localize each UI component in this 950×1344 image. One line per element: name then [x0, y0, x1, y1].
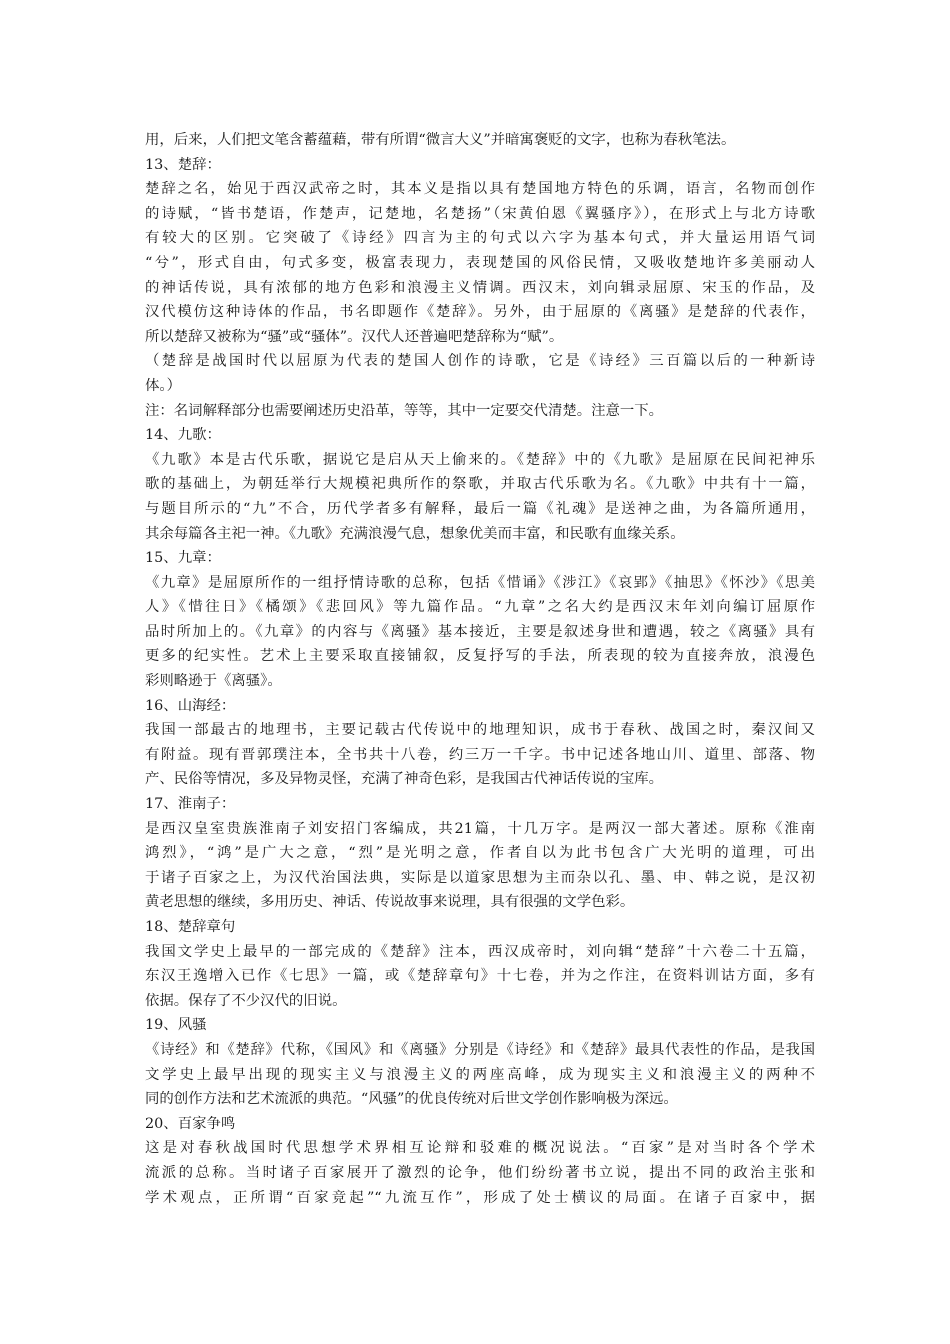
- text-line: 所以楚辞又被称为“骚”或“骚体”。汉代人还普遍吧楚辞称为“赋”。: [145, 328, 564, 345]
- text-line: “兮”，形式自由，句式多变，极富表现力，表现楚国的风俗民情，又吸收楚地许多美丽动人: [145, 254, 815, 271]
- text-line: 有附益。现有晋郭璞注本，全书共十八卷，约三万一千字。书中记述各地山川、道里、部落、物: [145, 746, 815, 763]
- text-line: 依据。保存了不少汉代的旧说。: [145, 992, 347, 1009]
- text-line: 与题目所示的“九”不合，历代学者多有解释，最后一篇《礼魂》是送神之曲，为各篇所通用，: [145, 500, 815, 517]
- text-line: 歌的基础上，为朝廷举行大规模祀典所作的祭歌，并取古代乐歌为名。《九歌》中共有十一篇，: [145, 476, 815, 493]
- text-line: 其余每篇各主祀一神。《九歌》充满浪漫气息，想象优美而丰富，和民歌有血缘关系。: [145, 525, 685, 542]
- text-line: 东汉王逸增入已作《七思》一篇，或《楚辞章句》十七卷，并为之作注，在资料训诂方面，多有: [145, 968, 815, 985]
- text-line: 黄老思想的继续，多用历史、神话、传说故事来说理，具有很强的文学色彩。: [145, 894, 635, 911]
- text-line: 我国文学史上最早的一部完成的《楚辞》注本，西汉成帝时，刘向辑“楚辞”十六卷二十五篇，: [145, 943, 815, 960]
- text-line: 文学史上最早出现的现实主义与浪漫主义的两座高峰，成为现实主义和浪漫主义的两种不: [145, 1066, 815, 1083]
- text-line: 用，后来，人们把文笔含蓄蕴藉，带有所谓“微言大义”并暗寓褒贬的文字，也称为春秋笔法。: [145, 132, 736, 148]
- text-line: 楚辞之名，始见于西汉武帝之时，其本义是指以具有楚国地方特色的乐调，语言，名物而创作: [145, 181, 815, 198]
- text-line: 人》《惜往日》《橘颂》《悲回风》等九篇作品。“九章”之名大约是西汉末年刘向编订屈原作: [145, 599, 815, 616]
- text-line: 是西汉皇室贵族淮南子刘安招门客编成，共21篇，十几万字。是两汉一部大著述。原称《淮南: [145, 820, 815, 837]
- text-line: 19、风骚: [145, 1017, 207, 1034]
- text-line: 产、民俗等情况，多及异物灵怪，充满了神奇色彩，是我国古代神话传说的宝库。: [145, 771, 664, 788]
- text-line: 17、淮南子：: [145, 796, 236, 813]
- text-line: 更多的纪实性。艺术上主要采取直接铺叙，反复抒写的手法，所表现的较为直接奔放，浪漫色: [145, 648, 815, 665]
- text-line: 有较大的区别。它突破了《诗经》四言为主的句式以六字为基本句式，并大量运用语气词: [145, 230, 815, 247]
- text-line: 我国一部最古的地理书，主要记载古代传说中的地理知识，成书于春秋、战国之时，秦汉间又: [145, 722, 815, 739]
- text-line: 体。）: [145, 377, 181, 394]
- text-line: 《诗经》和《楚辞》代称，《国风》和《离骚》分别是《诗经》和《楚辞》最具代表性的作品，是我国: [145, 1041, 815, 1058]
- text-line: 注：名词解释部分也需要阐述历史沿革，等等，其中一定要交代清楚。注意一下。: [145, 402, 664, 419]
- text-line: 的神话传说，具有浓郁的地方色彩和浪漫主义情调。西汉末，刘向辑录屈原、宋玉的作品，及: [145, 279, 815, 296]
- text-line: 鸿烈》，“鸿”是广大之意，“烈”是光明之意，作者自以为此书包含广大光明的道理，可出: [145, 845, 815, 862]
- text-line: 18、楚辞章句: [145, 919, 236, 935]
- text-line: 汉代模仿这种诗体的作品，书名即题作《楚辞》。另外，由于屈原的《离骚》是楚辞的代表作，: [145, 304, 815, 321]
- text-line: 《九章》是屈原所作的一组抒情诗歌的总称，包括《惜诵》《涉江》《哀郢》《抽思》《怀沙》《思美: [145, 574, 815, 591]
- text-line: 14、九歌：: [145, 427, 221, 444]
- text-line: 15、九章：: [145, 550, 221, 567]
- text-line: 彩则略逊于《离骚》。: [145, 673, 282, 690]
- text-line: 《九歌》本是古代乐歌，据说它是启从天上偷来的。《楚辞》中的《九歌》是屈原在民间祀神乐: [145, 451, 815, 468]
- text-line: 20、百家争鸣: [145, 1115, 236, 1132]
- text-line: 同的创作方法和艺术流派的典范。“风骚”的优良传统对后世文学创作影响极为深远。: [145, 1091, 678, 1108]
- document-page: [145, 128, 815, 1210]
- text-line: 的诗赋，“皆书楚语，作楚声，记楚地，名楚扬”（宋黄伯恩《翼骚序》），在形式上与北方诗歌: [145, 205, 815, 222]
- text-line: （楚辞是战国时代以屈原为代表的楚国人创作的诗歌，它是《诗经》三百篇以后的一种新诗: [145, 353, 815, 370]
- text-line: 流派的总称。当时诸子百家展开了激烈的论争，他们纷纷著书立说，提出不同的政治主张和: [145, 1164, 815, 1181]
- text-line: 这是对春秋战国时代思想学术界相互论辩和驳难的概况说法。“百家”是对当时各个学术: [145, 1140, 815, 1157]
- text-line: 于诸子百家之上，为汉代治国法典，实际是以道家思想为主而杂以孔、墨、申、韩之说，是汉初: [145, 869, 815, 886]
- text-line: 16、山海经：: [145, 697, 236, 714]
- text-line: 学术观点，正所谓“百家竞起”“九流互作”，形成了处士横议的局面。在诸子百家中，据: [145, 1189, 815, 1206]
- text-line: 品时所加上的。《九章》的内容与《离骚》基本接近，主要是叙述身世和遭遇，较之《离骚》具有: [145, 623, 815, 640]
- text-line: 13、楚辞：: [145, 156, 221, 173]
